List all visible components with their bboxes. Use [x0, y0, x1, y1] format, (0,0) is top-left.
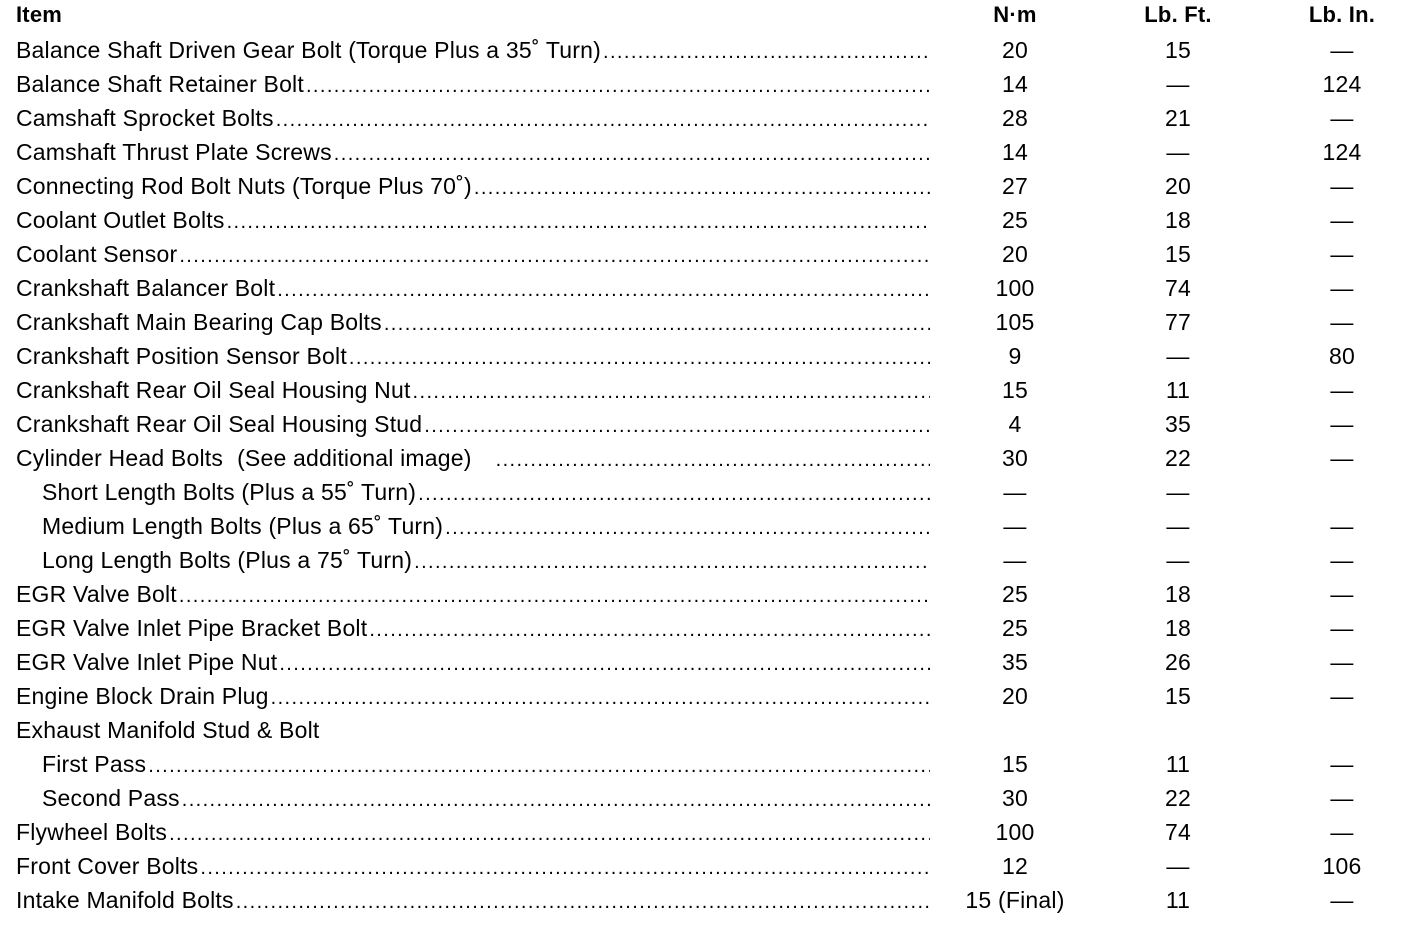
table-row — [0, 849, 1408, 883]
value-lb-ft: 22 — [1165, 445, 1191, 471]
value-nm: — — [1003, 547, 1027, 573]
table-row — [0, 815, 1408, 849]
value-lb-in: — — [1330, 105, 1354, 131]
value-lb-in: — — [1330, 173, 1354, 199]
value-nm: 15 (Final) — [965, 887, 1065, 913]
item-label: Crankshaft Position Sensor Bolt — [16, 343, 347, 369]
value-nm: 14 — [1002, 139, 1028, 165]
value-lb-ft: — — [1166, 343, 1190, 369]
value-lb-ft: 18 — [1165, 615, 1191, 641]
value-lb-in: — — [1330, 377, 1354, 403]
value-lb-ft: 26 — [1165, 649, 1191, 675]
dot-leader — [474, 171, 930, 203]
dot-leader — [200, 851, 930, 883]
value-lb-ft: 11 — [1165, 887, 1191, 913]
value-nm: 15 — [1002, 751, 1028, 777]
value-lb-in: — — [1330, 615, 1354, 641]
item-label: Balance Shaft Driven Gear Bolt (Torque Plus a 35˚ Turn) — [16, 37, 602, 63]
header-nm: N·m — [993, 2, 1037, 27]
value-nm: 100 — [995, 275, 1035, 301]
dot-leader — [306, 69, 930, 101]
dot-leader — [413, 375, 930, 407]
dot-leader — [279, 647, 930, 679]
table-row — [0, 611, 1408, 645]
value-lb-ft: — — [1166, 139, 1190, 165]
dot-leader — [424, 409, 930, 441]
value-nm: 35 — [1002, 649, 1028, 675]
item-label: EGR Valve Inlet Pipe Nut — [16, 649, 278, 675]
item-label: First Pass — [42, 751, 147, 777]
dot-leader — [277, 273, 930, 305]
value-lb-ft: 11 — [1165, 377, 1191, 403]
table-row — [0, 577, 1408, 611]
value-lb-in: — — [1330, 207, 1354, 233]
value-nm: 30 — [1002, 445, 1028, 471]
table-row — [0, 713, 1408, 747]
table-row — [0, 237, 1408, 271]
value-lb-in: 80 — [1329, 343, 1355, 369]
dot-leader — [276, 103, 930, 135]
dot-leader — [179, 239, 930, 271]
value-nm: 28 — [1002, 105, 1028, 131]
value-lb-in: 124 — [1322, 71, 1362, 97]
value-lb-in: — — [1330, 241, 1354, 267]
value-lb-in — [1282, 475, 1402, 509]
table-row — [0, 441, 1408, 475]
item-label: Balance Shaft Retainer Bolt — [16, 71, 304, 97]
table-row — [0, 169, 1408, 203]
dot-leader — [148, 749, 930, 781]
dot-leader — [334, 137, 930, 169]
value-lb-ft: 11 — [1165, 751, 1191, 777]
table-header — [0, 0, 1408, 32]
value-lb-in: — — [1330, 445, 1354, 471]
item-label: Exhaust Manifold Stud & Bolt — [16, 717, 320, 743]
value-nm: 30 — [1002, 785, 1028, 811]
value-lb-ft: — — [1166, 513, 1190, 539]
value-lb-in: — — [1330, 309, 1354, 335]
value-lb-ft: 22 — [1165, 785, 1191, 811]
dot-leader — [418, 477, 930, 509]
value-nm: 100 — [995, 819, 1035, 845]
value-nm: 20 — [1002, 37, 1028, 63]
item-label: Crankshaft Balancer Bolt — [16, 275, 276, 301]
table-row — [0, 67, 1408, 101]
table-row — [0, 135, 1408, 169]
item-label: Front Cover Bolts — [16, 853, 199, 879]
value-lb-in: — — [1330, 683, 1354, 709]
table-row — [0, 747, 1408, 781]
value-nm: 4 — [1008, 411, 1022, 437]
value-lb-ft: 15 — [1165, 37, 1191, 63]
table-row — [0, 781, 1408, 815]
item-label: Flywheel Bolts — [16, 819, 168, 845]
value-lb-ft: 77 — [1165, 309, 1191, 335]
value-nm: 25 — [1002, 207, 1028, 233]
value-lb-in: — — [1330, 513, 1354, 539]
table-row — [0, 645, 1408, 679]
dot-leader — [414, 545, 930, 577]
dot-leader — [349, 341, 930, 373]
dot-leader — [182, 783, 930, 815]
value-nm: 105 — [995, 309, 1035, 335]
value-nm: 27 — [1002, 173, 1028, 199]
value-lb-in: — — [1330, 649, 1354, 675]
item-label: Short Length Bolts (Plus a 55˚ Turn) — [42, 479, 417, 505]
dot-leader — [179, 579, 930, 611]
item-label: Engine Block Drain Plug — [16, 683, 269, 709]
item-label: Cylinder Head Bolts — [16, 445, 224, 471]
table-row — [0, 543, 1408, 577]
value-lb-in: — — [1330, 887, 1354, 913]
dot-leader — [384, 307, 930, 339]
item-label: Medium Length Bolts (Plus a 65˚ Turn) — [42, 513, 444, 539]
value-lb-ft: 15 — [1165, 241, 1191, 267]
dot-leader — [236, 885, 930, 917]
value-nm: 14 — [1002, 71, 1028, 97]
value-lb-in: — — [1330, 819, 1354, 845]
table-row — [0, 373, 1408, 407]
value-lb-in: — — [1330, 547, 1354, 573]
table-row — [0, 33, 1408, 67]
value-nm: 9 — [1008, 343, 1022, 369]
value-nm: 25 — [1002, 615, 1028, 641]
value-lb-in: — — [1330, 37, 1354, 63]
table-row — [0, 101, 1408, 135]
header-lb-ft: Lb. Ft. — [1144, 2, 1212, 27]
value-lb-ft: 15 — [1165, 683, 1191, 709]
table-row — [0, 339, 1408, 373]
item-label: Second Pass — [42, 785, 180, 811]
item-label: Intake Manifold Bolts — [16, 887, 234, 913]
value-lb-in: — — [1330, 275, 1354, 301]
header-lb-in: Lb. In. — [1308, 2, 1376, 27]
item-label: Long Length Bolts (Plus a 75˚ Turn) — [42, 547, 413, 573]
value-lb-ft: — — [1166, 479, 1190, 505]
value-lb-ft: — — [1166, 853, 1190, 879]
item-label: Crankshaft Main Bearing Cap Bolts — [16, 309, 382, 335]
value-lb-in: — — [1330, 785, 1354, 811]
value-lb-ft: 74 — [1165, 275, 1191, 301]
value-nm: 25 — [1002, 581, 1028, 607]
dot-leader — [445, 511, 930, 543]
dot-leader — [271, 681, 930, 713]
header-item: Item — [16, 2, 63, 27]
value-lb-ft: — — [1166, 547, 1190, 573]
value-nm: 12 — [1002, 853, 1028, 879]
table-row — [0, 509, 1408, 543]
item-note: (See additional image) — [237, 445, 472, 471]
value-lb-ft: 74 — [1165, 819, 1191, 845]
item-label: EGR Valve Bolt — [16, 581, 177, 607]
table-row — [0, 203, 1408, 237]
value-lb-ft: 35 — [1165, 411, 1191, 437]
value-lb-in: 124 — [1322, 139, 1362, 165]
dot-leader — [496, 443, 930, 475]
value-lb-in: — — [1330, 581, 1354, 607]
table-row — [0, 475, 1408, 509]
value-nm: — — [1003, 479, 1027, 505]
value-lb-in: — — [1330, 751, 1354, 777]
value-lb-in: — — [1330, 411, 1354, 437]
item-label: Crankshaft Rear Oil Seal Housing Nut — [16, 377, 411, 403]
value-lb-ft: 18 — [1165, 581, 1191, 607]
value-nm: 15 — [1002, 377, 1028, 403]
value-lb-ft: — — [1166, 71, 1190, 97]
item-label: Crankshaft Rear Oil Seal Housing Stud — [16, 411, 423, 437]
item-label: Coolant Outlet Bolts — [16, 207, 225, 233]
value-nm: 20 — [1002, 241, 1028, 267]
table-row — [0, 883, 1408, 917]
value-lb-ft: 21 — [1165, 105, 1191, 131]
value-lb-ft: 20 — [1165, 173, 1191, 199]
value-nm: 20 — [1002, 683, 1028, 709]
item-label: Connecting Rod Bolt Nuts (Torque Plus 70˚) — [16, 173, 472, 199]
dot-leader — [227, 205, 930, 237]
dot-leader — [369, 613, 930, 645]
value-nm: — — [1003, 513, 1027, 539]
item-label: Camshaft Thrust Plate Screws — [16, 139, 332, 165]
item-label: Coolant Sensor — [16, 241, 178, 267]
table-row — [0, 305, 1408, 339]
dot-leader — [169, 817, 930, 849]
table-row — [0, 271, 1408, 305]
table-row — [0, 407, 1408, 441]
item-label: EGR Valve Inlet Pipe Bracket Bolt — [16, 615, 368, 641]
dot-leader — [603, 35, 930, 67]
item-label: Camshaft Sprocket Bolts — [16, 105, 274, 131]
table-row — [0, 679, 1408, 713]
value-lb-ft: 18 — [1165, 207, 1191, 233]
value-lb-in: 106 — [1322, 853, 1362, 879]
